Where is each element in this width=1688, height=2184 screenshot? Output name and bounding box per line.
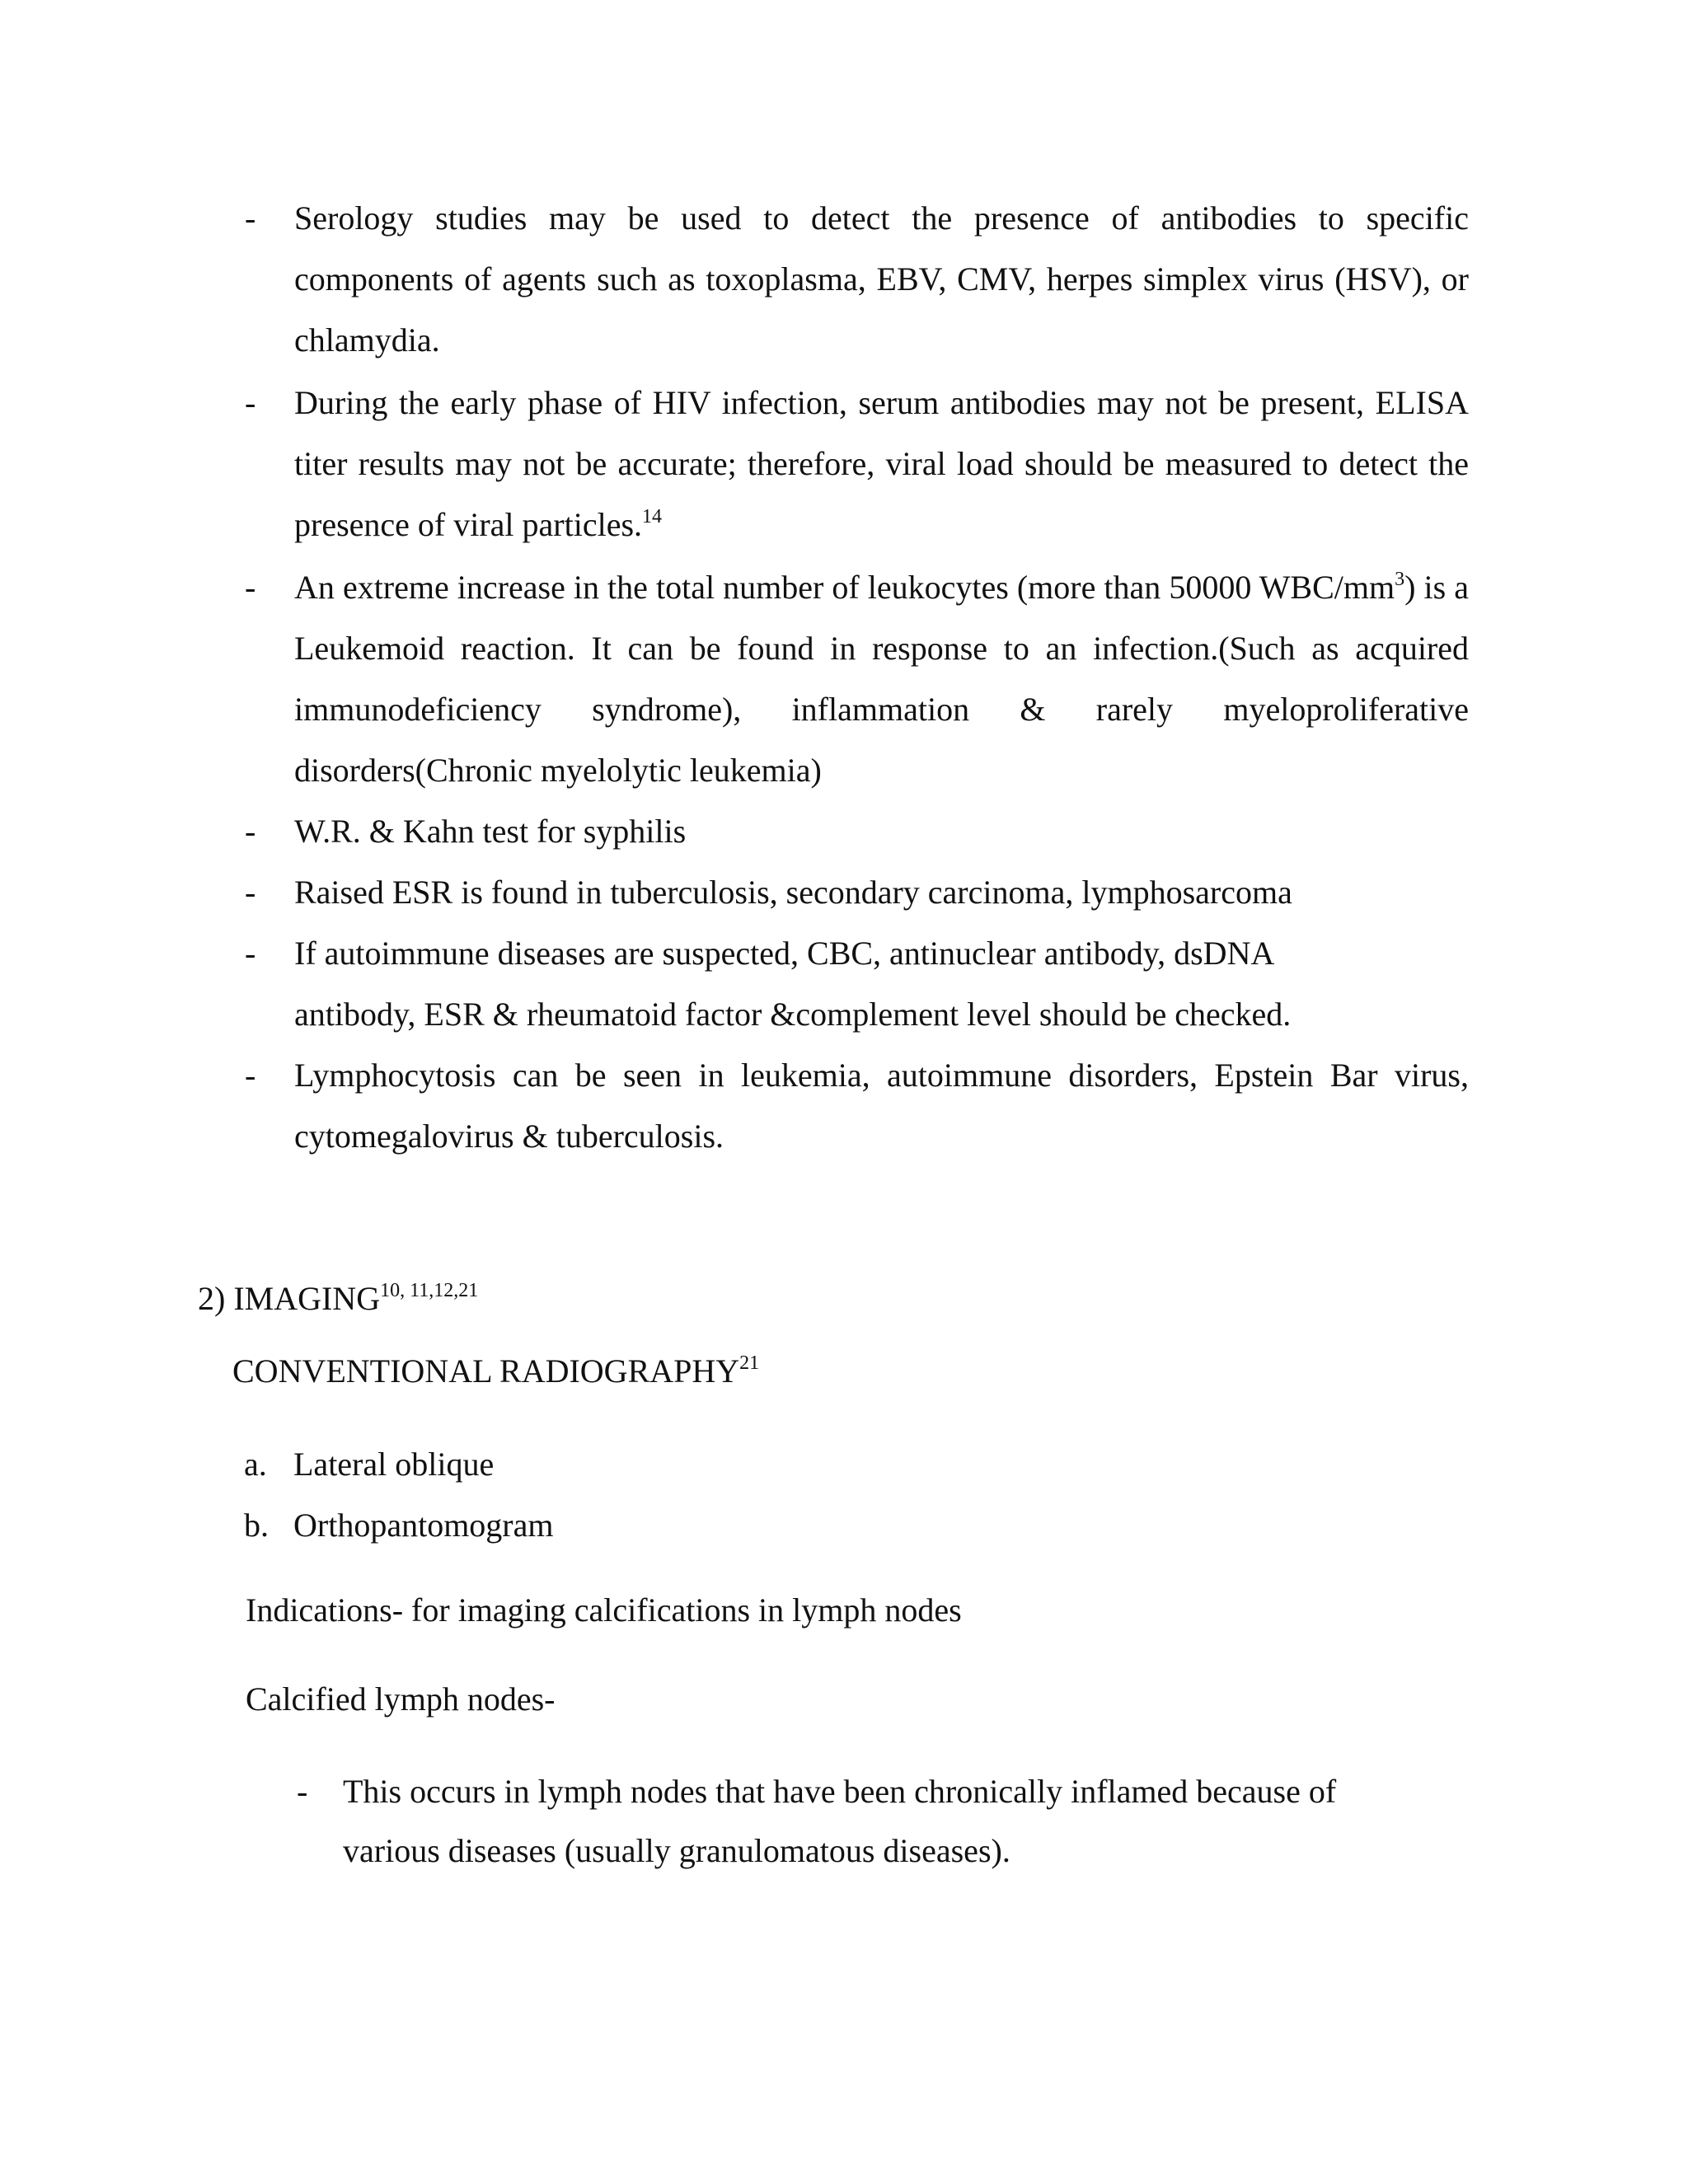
- imaging-heading: [198, 1276, 478, 1322]
- esr-text: Raised ESR is found in tuberculosis, secondary carcinoma, lymphosarcoma: [294, 874, 1292, 911]
- citation-superscript: 14: [642, 506, 663, 527]
- hiv-text: During the early phase of HIV infection, serum antibodies may not be present, ELISA titer results may not be accurate; therefore, viral load should be measured to detect the presence of viral particles.: [294, 384, 1469, 543]
- calcified-text-line1: This occurs in lymph nodes that have been chronically inflamed because of: [343, 1773, 1337, 1810]
- leukemoid-text-end: ) is a Leukemoid reaction. It can be found in response to an infection.(Such as acquired immunodeficiency syndrome), inflammation & rarely myeloproliferative disorders(Chronic myelolytic leukemia): [294, 569, 1469, 789]
- imaging-citation-superscript: 10, 11,12,21: [380, 1280, 479, 1301]
- bullet-dash: -: [245, 384, 256, 421]
- list-item: [241, 188, 1469, 371]
- bullet-dash: -: [297, 1773, 308, 1810]
- calcified-details-list: [293, 1762, 1464, 1881]
- list-item: [244, 1495, 554, 1556]
- list-item: [293, 1762, 1464, 1881]
- conventional-radiography-heading: [232, 1348, 759, 1394]
- list-item: [241, 862, 1469, 923]
- radiography-types-list: [244, 1434, 554, 1556]
- serology-text: Serology studies may be used to detect the presence of antibodies to specific components of agents such as toxoplasma, EBV, CMV, herpes simplex virus (HSV), or chlamydia.: [294, 199, 1469, 359]
- conventional-heading-text: CONVENTIONAL RADIOGRAPHY: [232, 1352, 740, 1390]
- exponent-superscript: 3: [1395, 569, 1405, 590]
- list-item: [244, 1434, 554, 1495]
- leukemoid-text-start: An extreme increase in the total number of leukocytes (more than 50000 WBC/mm: [294, 569, 1395, 606]
- bullet-dash: -: [245, 569, 256, 606]
- list-item: [241, 557, 1469, 801]
- imaging-heading-text: 2) IMAGING: [198, 1280, 381, 1317]
- bullet-dash: -: [245, 1057, 256, 1094]
- conventional-citation-superscript: 21: [739, 1352, 760, 1374]
- bullet-dash: -: [245, 935, 256, 972]
- list-item: [241, 801, 1469, 862]
- indications-paragraph: Indications- for imaging calcifications in lymph nodes: [246, 1591, 962, 1629]
- list-marker: b.: [244, 1507, 269, 1544]
- list-marker: a.: [244, 1446, 267, 1483]
- lab-findings-list: [241, 188, 1469, 1167]
- list-item: [241, 923, 1469, 1045]
- autoimmune-text-line2: antibody, ESR & rheumatoid factor &complement level should be checked.: [294, 996, 1292, 1033]
- list-item: [241, 1045, 1469, 1167]
- calcified-text-line2: various diseases (usually granulomatous diseases).: [343, 1832, 1010, 1869]
- bullet-dash: -: [245, 813, 256, 850]
- syphilis-text: W.R. & Kahn test for syphilis: [294, 813, 687, 850]
- lymphocytosis-text: Lymphocytosis can be seen in leukemia, autoimmune disorders, Epstein Bar virus, cytomegalovirus & tuberculosis.: [294, 1057, 1469, 1155]
- bullet-dash: -: [245, 874, 256, 911]
- radiography-item-text: Orthopantomogram: [293, 1507, 554, 1544]
- radiography-item-text: Lateral oblique: [293, 1446, 495, 1483]
- autoimmune-text-line1: If autoimmune diseases are suspected, CBC, antinuclear antibody, dsDNA: [294, 935, 1275, 972]
- bullet-dash: -: [245, 199, 256, 237]
- list-item: [241, 373, 1469, 555]
- calcified-lymph-nodes-heading: Calcified lymph nodes-: [246, 1680, 556, 1718]
